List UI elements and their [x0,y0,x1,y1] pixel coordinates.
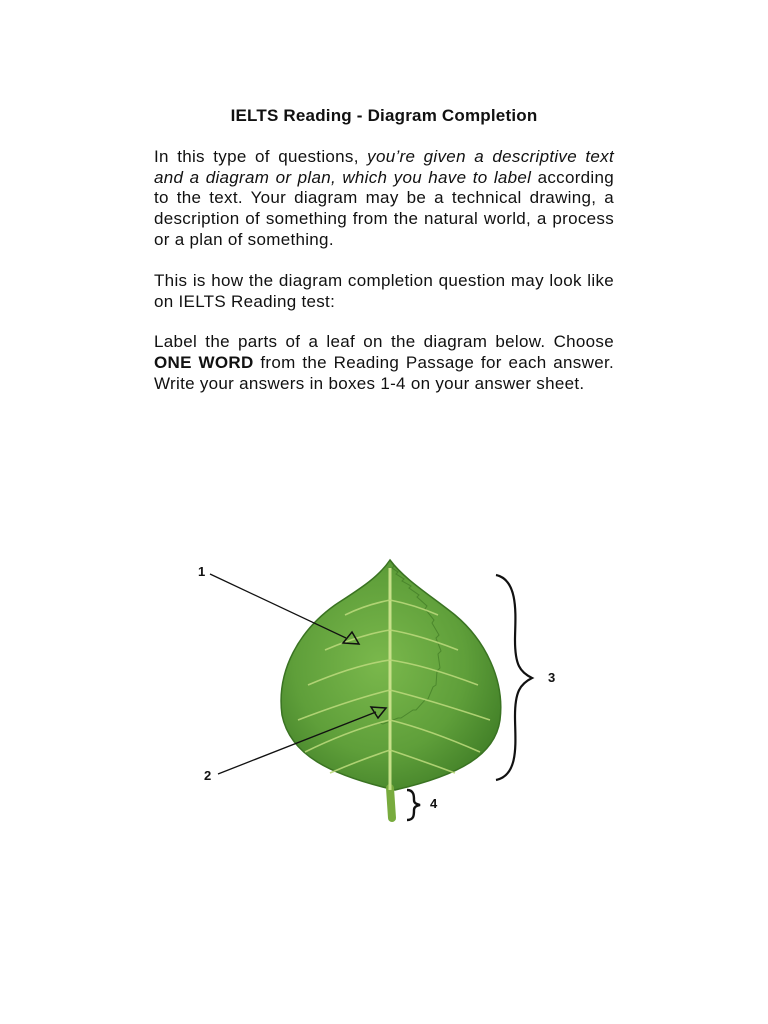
leaf-stalk [390,788,392,818]
leaf-blade [281,560,501,790]
label-4: 4 [430,796,438,811]
label-1-pointer [210,574,359,644]
label-4-brace [407,790,420,820]
example-paragraph: This is how the diagram completion question may look like on IELTS Reading test: [154,270,614,311]
intro-paragraph [154,147,614,251]
leaf-serrated-edge [362,560,441,728]
instruction-bold-text: ONE WORD [154,353,254,373]
intro-rest-text: according to the text. Your diagram may be a technical drawing, a description of something from the natural world, a process or a plan of something. [154,167,615,249]
intro-italic-text: you’re given a descriptive text and a diagram or plan, which you have to label [154,146,614,187]
leaf-veins [298,600,490,773]
intro-text: In this type of questions, [154,146,368,166]
label-2: 2 [204,768,212,783]
label-3: 3 [548,670,556,685]
label-2-pointer [218,707,386,774]
page-title: IELTS Reading - Diagram Completion [230,106,538,125]
instruction-rest-text: from the Reading Passage for each answer. Write your answers in boxes 1-4 on your answer sheet. [154,353,614,393]
label-1: 1 [198,564,206,579]
instruction-paragraph [154,332,614,394]
instruction-text: Label the parts of a leaf on the diagram below. Choose [154,332,614,352]
label-3-brace [496,575,532,780]
text-content [154,106,614,415]
